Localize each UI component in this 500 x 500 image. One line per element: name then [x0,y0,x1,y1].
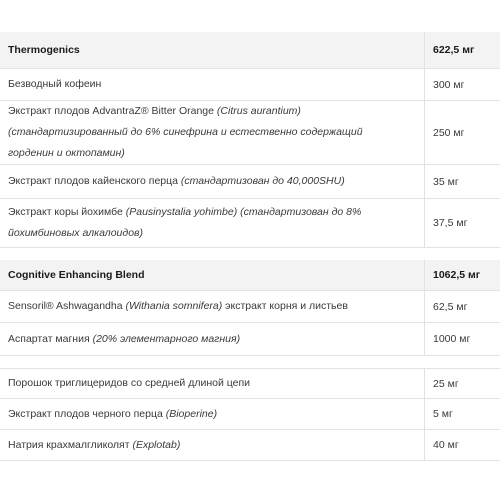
ingredient-name: Аспартат магния (20% элементарного магния) [8,332,241,345]
table-row [0,164,500,198]
ingredient-amount: 300 мг [424,69,500,100]
section-other-ingredients [0,368,500,461]
ingredient-amount: 37,5 мг [424,199,500,247]
ingredient-name: Порошок триглицеридов со средней длиной цепи [8,377,251,389]
table-row [0,68,500,100]
ingredient-name: Безводный кофеин [8,78,102,90]
table-row [0,322,500,356]
ingredient-name: Экстракт плодов кайенского перца (стандартизован до 40,000SHU) [8,175,345,187]
section-header [0,32,500,68]
table-row [0,198,500,248]
ingredient-amount: 62,5 мг [424,291,500,322]
section-thermogenics [0,32,500,248]
section-title: Thermogenics [8,43,80,56]
ingredient-name: Sensoril® Ashwagandha (Withania somnifera) экстракт корня и листьев [8,300,348,312]
ingredient-name: Натрия крахмалгликолят (Explotab) [8,438,181,451]
ingredient-name: Экстракт коры йохимбе (Pausinystalia yohimbe) (стандартизован до 8% йохимбиновых алкалоидов) [8,206,362,239]
table-row [0,398,500,429]
ingredient-amount: 35 мг [424,165,500,198]
ingredient-amount: 1000 мг [424,323,500,355]
section-title: Cognitive Enhancing Blend [8,268,145,281]
ingredient-amount: 40 мг [424,430,500,460]
section-header [0,260,500,290]
ingredient-amount: 25 мг [424,369,500,398]
table-row [0,368,500,398]
section-total: 1062,5 мг [424,260,500,290]
ingredient-amount: 250 мг [424,101,500,164]
section-total: 622,5 мг [424,32,500,68]
table-row [0,290,500,322]
section-cognitive-blend [0,260,500,356]
table-row [0,100,500,164]
ingredient-name: Экстракт плодов черного перца (Bioperine) [8,407,218,420]
table-row [0,429,500,461]
ingredient-name: Экстракт плодов AdvantraZ® Bitter Orange (Citrus aurantium) (стандартизированный до 6% синефрина и естественно содержащий горденин и октопамин) [8,105,363,159]
ingredient-amount: 5 мг [424,399,500,429]
